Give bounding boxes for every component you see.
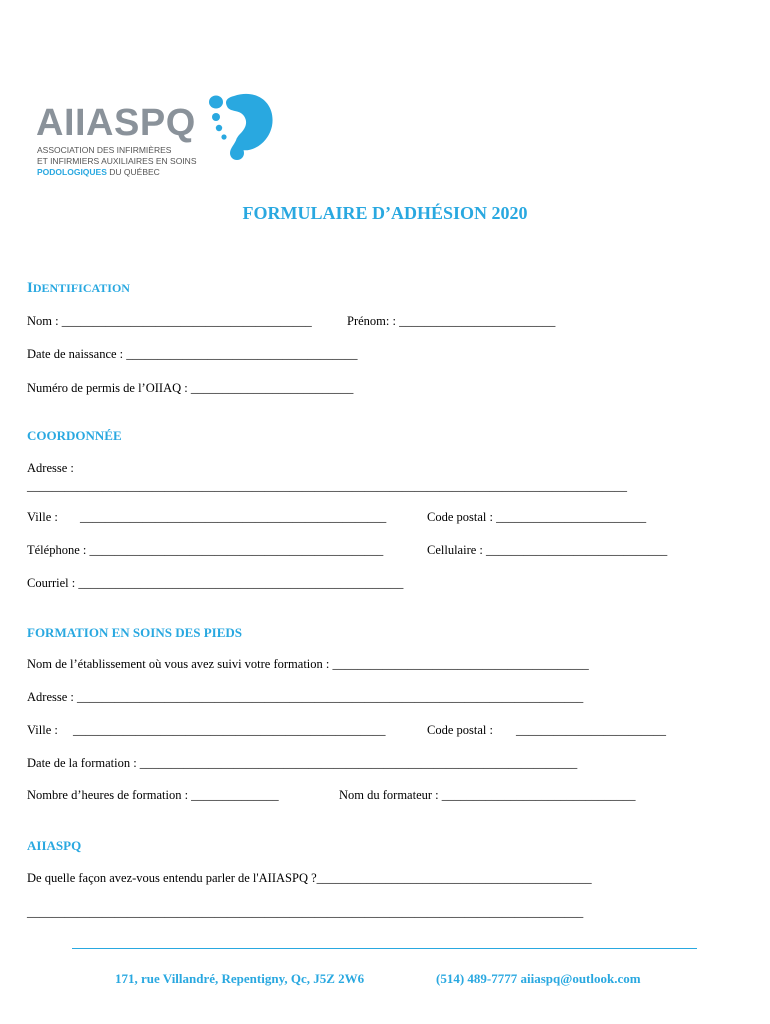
footer-address: 171, rue Villandré, Repentigny, Qc, J5Z 2W6: [115, 971, 365, 986]
telephone-field[interactable]: Téléphone : _______________________________________________: [27, 543, 384, 557]
identification-rest: DENTIFICATION: [32, 281, 130, 295]
foot-icon: [186, 90, 278, 162]
footer-contact: (514) 489-7777 aiiaspq@outlook.com: [436, 971, 641, 986]
association-line-3: [37, 167, 197, 178]
date-naissance-field[interactable]: Date de naissance : _____________________________________: [27, 347, 358, 361]
logo: [36, 92, 256, 187]
prenom-field[interactable]: Prénom: : _________________________: [347, 314, 556, 328]
adresse-label: Adresse :: [27, 461, 74, 475]
formation-code-postal-label: Code postal :: [427, 723, 493, 737]
formation-code-postal-field[interactable]: ________________________: [516, 723, 666, 737]
form-title: FORMULAIRE D’ADHÉSION 2020: [242, 203, 528, 223]
heures-formation-field[interactable]: Nombre d’heures de formation : ______________: [27, 788, 279, 802]
etablissement-field[interactable]: Nom de l’établissement où vous avez suivi votre formation : _________________________________________: [27, 657, 589, 671]
formation-ville-field[interactable]: __________________________________________________: [73, 723, 386, 737]
courriel-field[interactable]: Courriel : ____________________________________________________: [27, 576, 404, 590]
footer-divider: [72, 948, 697, 949]
association-name: [37, 145, 197, 178]
formation-adresse-field[interactable]: Adresse : _________________________________________________________________________________: [27, 690, 584, 704]
ville-label: Ville :: [27, 510, 58, 524]
association-rest: DU QUÉBEC: [106, 167, 160, 177]
formation-ville-label: Ville :: [27, 723, 58, 737]
formateur-field[interactable]: Nom du formateur : _______________________________: [339, 788, 636, 802]
nom-field[interactable]: Nom : ________________________________________: [27, 314, 312, 328]
association-line-2: ET INFIRMIERS AUXILIAIRES EN SOINS: [37, 156, 197, 166]
adresse-field[interactable]: ________________________________________________________________________________________________: [27, 479, 627, 493]
section-coordonnees: COORDONNÉE: [27, 428, 122, 443]
section-identification: [27, 280, 130, 297]
code-postal-field[interactable]: Code postal : ________________________: [427, 510, 647, 524]
logo-text: AIIASPQ: [36, 102, 196, 144]
ville-field[interactable]: _________________________________________________: [80, 510, 387, 524]
date-formation-field[interactable]: Date de la formation : ______________________________________________________________________: [27, 756, 578, 770]
section-aiiaspq: AIIASPQ: [27, 838, 82, 853]
cellulaire-field[interactable]: Cellulaire : _____________________________: [427, 543, 668, 557]
source-question-field[interactable]: De quelle façon avez-vous entendu parler de l'AIIASPQ ?____________________________________________: [27, 871, 592, 885]
source-answer-field[interactable]: _________________________________________________________________________________________: [27, 905, 584, 919]
section-formation: FORMATION EN SOINS DES PIEDS: [27, 625, 243, 640]
permis-field[interactable]: Numéro de permis de l’OIIAQ : __________________________: [27, 381, 354, 395]
association-line-1: ASSOCIATION DES INFIRMIÈRES: [37, 145, 172, 155]
association-highlight: PODOLOGIQUES: [37, 167, 107, 177]
identification-initial: I: [27, 280, 33, 296]
